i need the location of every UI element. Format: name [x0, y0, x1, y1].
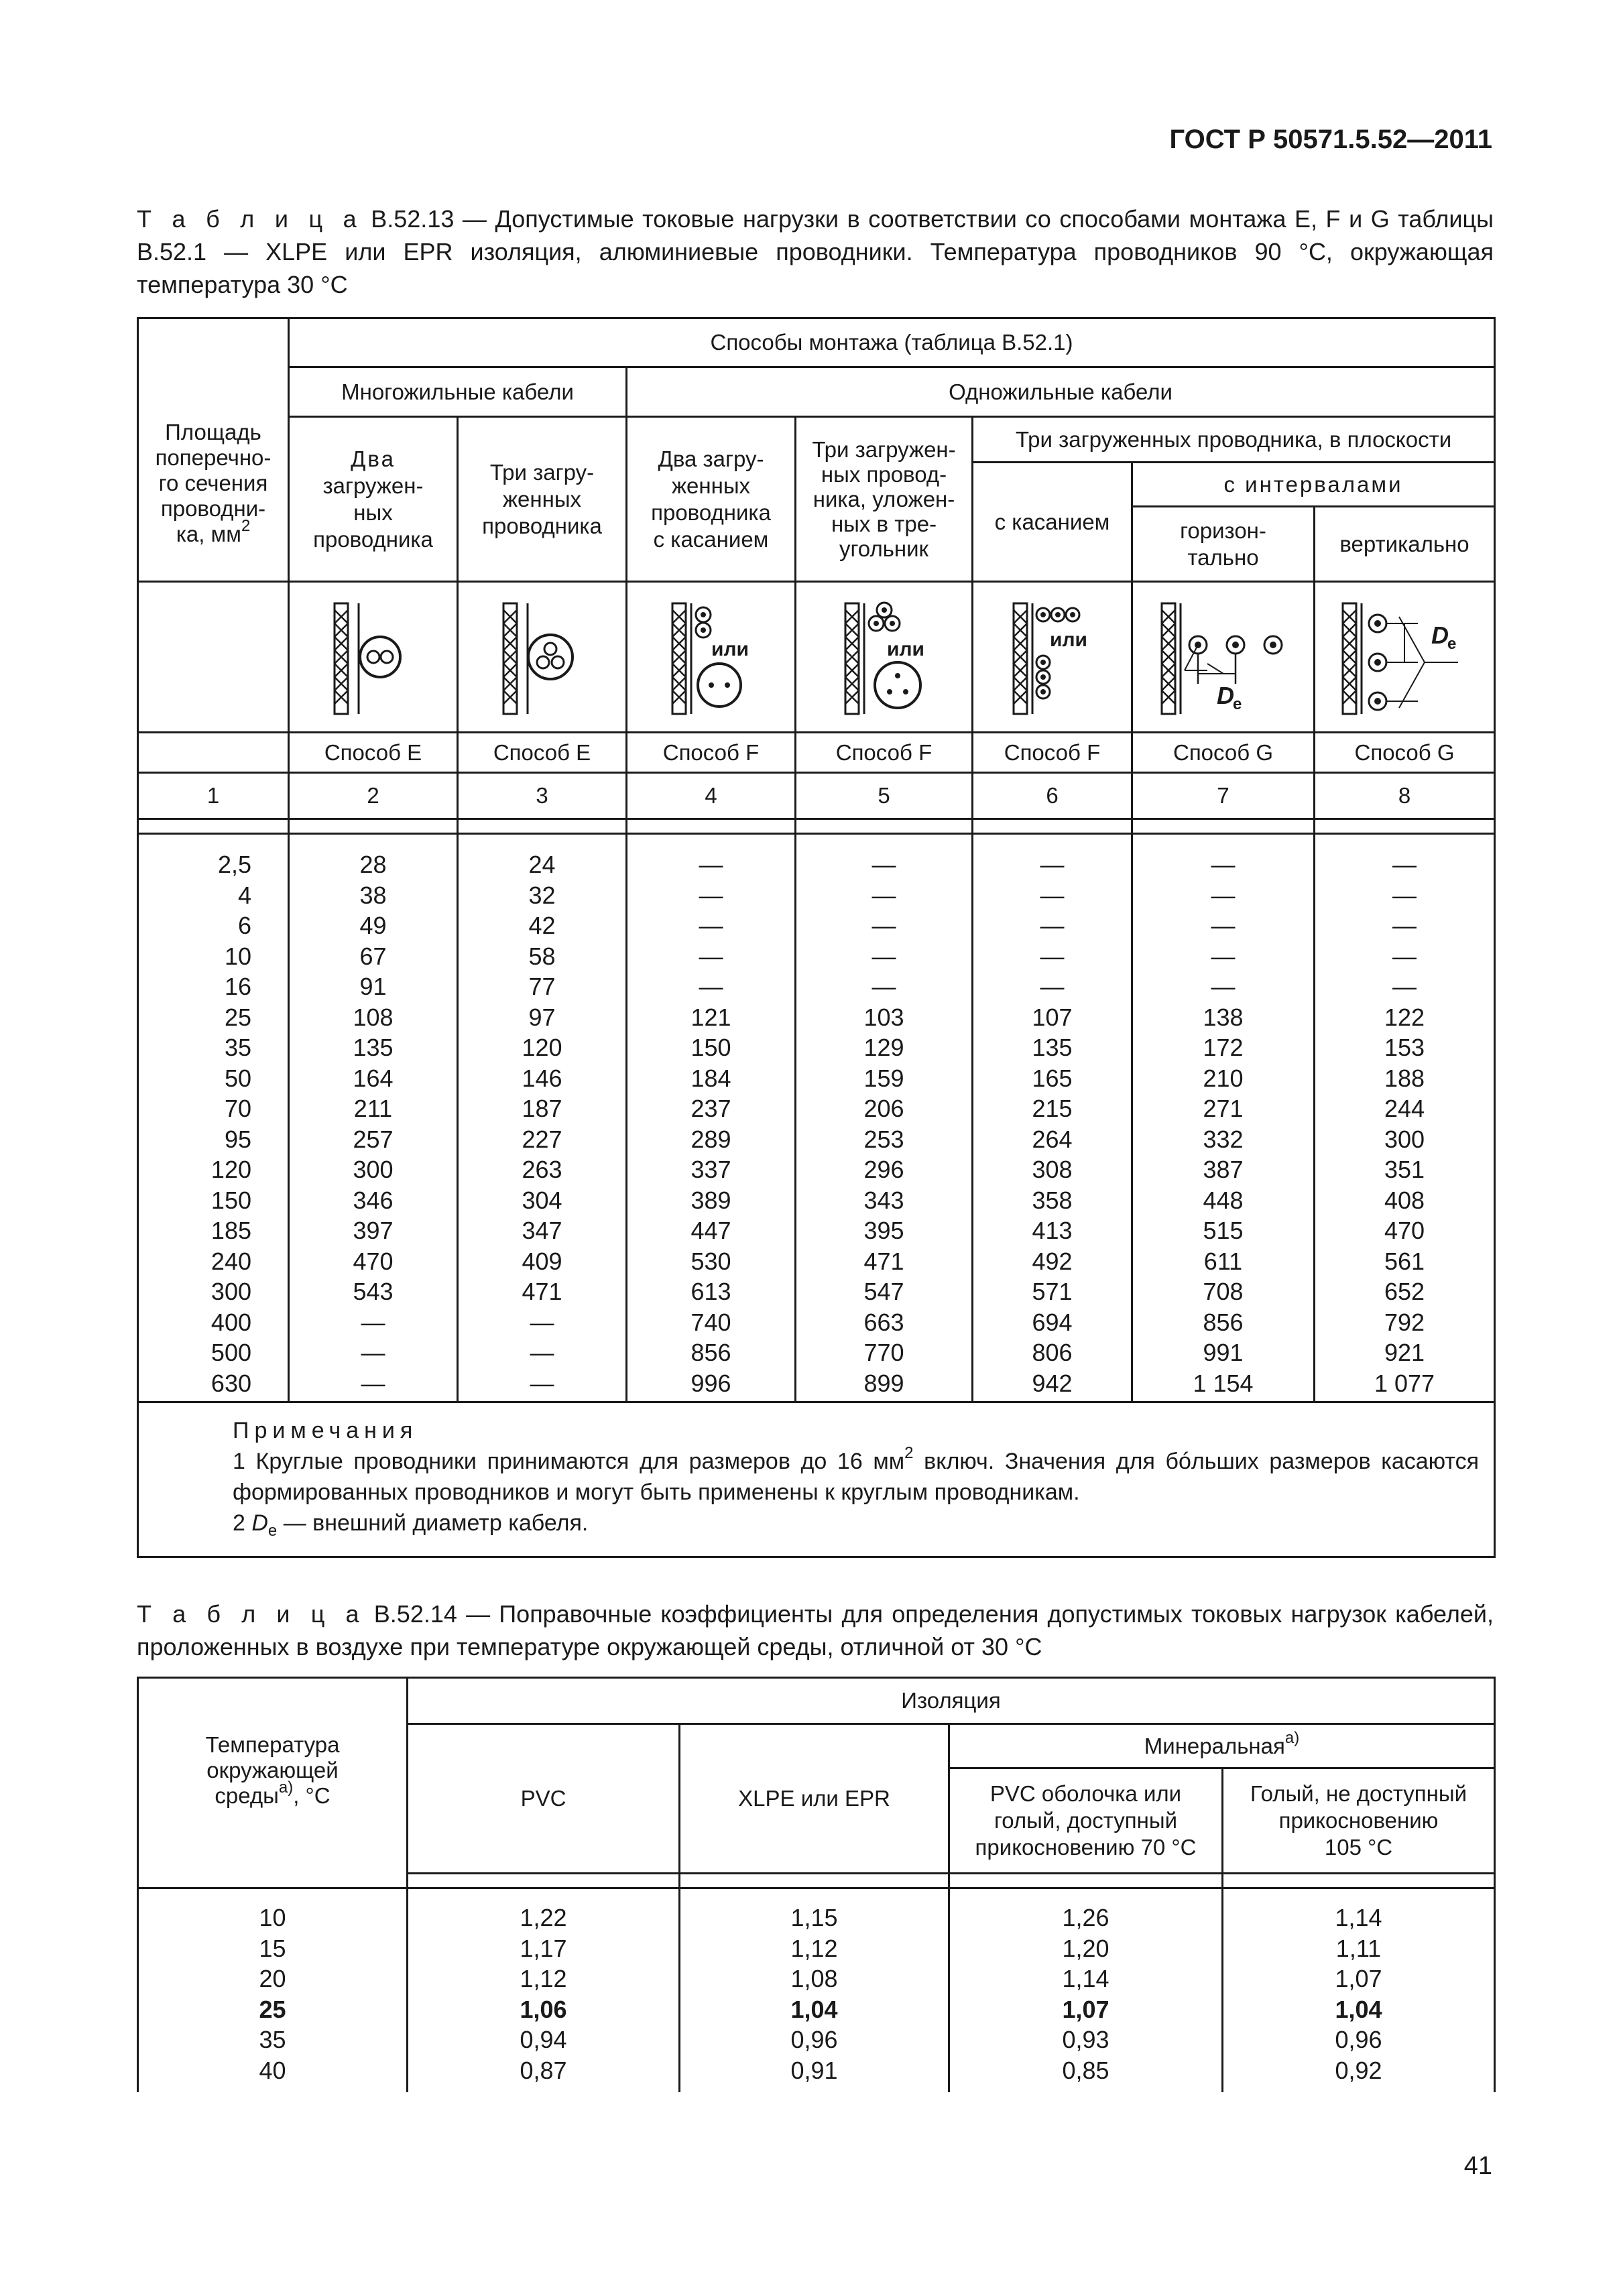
ampacity-value: 347 — [522, 1217, 562, 1244]
ampacity-value: 38 — [359, 881, 387, 909]
ampacity-value: — — [1392, 851, 1417, 878]
factor-value: 0,92 — [1335, 2056, 1382, 2084]
ampacity-value: 129 — [863, 1034, 904, 1061]
ampacity-value: 253 — [863, 1125, 904, 1153]
note-2: 2 $D_e$ — внешний диаметр кабеля. — [233, 1510, 589, 1540]
temperature-value: 40 — [259, 2056, 286, 2084]
factor-value: 0,94 — [520, 2026, 567, 2053]
factor-value: 0,96 — [1335, 2026, 1382, 2053]
ampacity-value: 91 — [359, 973, 387, 1000]
area-value: 300 — [211, 1278, 251, 1305]
pvc-sheath-header: PVC оболочка или голый, доступный прикосновению 70 °С — [949, 1768, 1223, 1874]
svg-text:e: e — [1232, 695, 1242, 713]
t2-data-body — [138, 1888, 1495, 2093]
data-column — [458, 834, 627, 1402]
ampacity-value: 135 — [353, 1034, 394, 1061]
ampacity-value: 206 — [863, 1095, 904, 1122]
ampacity-value: — — [361, 1308, 385, 1336]
ampacity-value: 107 — [1032, 1003, 1073, 1031]
correction-factor-table — [137, 1677, 1496, 2092]
col-number: 2 — [289, 773, 458, 819]
diagram-flat-touching-f — [973, 582, 1132, 733]
ampacity-value: 184 — [690, 1064, 731, 1092]
ampacity-value: 77 — [528, 973, 556, 1000]
vertical-header: вертикально — [1315, 507, 1495, 582]
method-c5: Способ F — [796, 733, 973, 773]
col-number: 6 — [973, 773, 1132, 819]
method-c7: Способ G — [1132, 733, 1315, 773]
ampacity-value: 122 — [1384, 1003, 1425, 1031]
notes-title: Примечания — [233, 1418, 418, 1443]
col3-header: Три загру- женных проводника — [458, 417, 627, 582]
area-value: 400 — [211, 1308, 251, 1336]
ampacity-value: 211 — [353, 1095, 393, 1122]
ampacity-value: — — [1040, 851, 1065, 878]
standard-header: ГОСТ Р 50571.5.52—2011 — [1169, 125, 1492, 154]
ampacity-value: 227 — [522, 1125, 562, 1153]
ampacity-value: 770 — [863, 1339, 904, 1366]
ampacity-value: 530 — [690, 1247, 731, 1275]
factor-value: 1,26 — [1062, 1904, 1109, 1931]
factor-value: 1,17 — [520, 1934, 567, 1962]
ampacity-value: 237 — [690, 1095, 731, 1122]
method-c3: Способ E — [458, 733, 627, 773]
diagram-three-core-e — [458, 582, 627, 733]
ampacity-value: 351 — [1384, 1156, 1425, 1183]
ampacity-value: 447 — [690, 1217, 731, 1244]
ampacity-value: 611 — [1203, 1247, 1243, 1275]
ampacity-value: 121 — [690, 1003, 731, 1031]
ampacity-value: — — [871, 851, 896, 878]
ampacity-value: 244 — [1384, 1095, 1425, 1122]
factor-value: 1,11 — [1335, 1934, 1382, 1962]
area-value: 500 — [211, 1339, 251, 1366]
ampacity-value: 921 — [1384, 1339, 1425, 1366]
method-c6: Способ F — [973, 733, 1132, 773]
ampacity-value: 42 — [528, 912, 556, 939]
temperature-value: 15 — [259, 1934, 286, 1962]
svg-text:D: D — [1216, 682, 1234, 709]
touching-header: с касанием — [973, 463, 1132, 582]
pvc-header: PVC — [408, 1724, 680, 1874]
area-header: Площадь поперечно- го сечения проводни- ка, $мм^2$ — [138, 318, 289, 582]
ampacity-value: 996 — [690, 1369, 731, 1397]
ampacity-value: 58 — [528, 942, 556, 970]
ampacity-value: 289 — [690, 1125, 731, 1153]
ampacity-value: 413 — [1032, 1217, 1073, 1244]
data-column — [627, 834, 796, 1402]
svg-text:e: e — [1447, 635, 1457, 653]
ampacity-value: 28 — [359, 851, 387, 878]
ampacity-value: — — [1040, 973, 1065, 1000]
ampacity-value: 387 — [1203, 1156, 1244, 1183]
area-value: 630 — [211, 1369, 251, 1397]
ampacity-value: 792 — [1384, 1308, 1425, 1336]
factor-value: 1,06 — [520, 1995, 567, 2023]
method-empty — [138, 733, 289, 773]
factor-value: 0,91 — [790, 2056, 838, 2084]
col-number: 5 — [796, 773, 973, 819]
page-number: 41 — [1463, 2152, 1492, 2180]
ampacity-value: — — [871, 881, 896, 909]
table1-caption-label: Т а б л и ц а — [137, 205, 363, 233]
area-value: 6 — [237, 912, 251, 939]
ampacity-value: 806 — [1032, 1339, 1073, 1366]
ampacity-value: 1 154 — [1193, 1369, 1254, 1397]
method-c2: Способ E — [289, 733, 458, 773]
ampacity-value: 300 — [1384, 1125, 1425, 1153]
ampacity-value: 409 — [522, 1247, 562, 1275]
area-value: 240 — [211, 1247, 251, 1275]
diagram-two-core-e — [289, 582, 458, 733]
ampacity-value: 663 — [863, 1308, 904, 1336]
factor-value: 1,12 — [790, 1934, 838, 1962]
ampacity-value: 257 — [353, 1125, 394, 1153]
ampacity-value: 856 — [1203, 1308, 1244, 1336]
ampacity-value: 187 — [522, 1095, 562, 1122]
col4-header: Два загру- женных проводника с касанием — [627, 417, 796, 582]
ampacity-value: 942 — [1032, 1369, 1073, 1397]
diagram-two-single-f — [627, 582, 796, 733]
data-column — [1315, 834, 1495, 1402]
ampacity-value: — — [361, 1369, 385, 1397]
ampacity-value: — — [1392, 881, 1417, 909]
factor-value: 1,20 — [1062, 1934, 1109, 1962]
ampacity-value: — — [1211, 973, 1236, 1000]
factor-value: 1,22 — [520, 1904, 567, 1931]
ampacity-value: 296 — [863, 1156, 904, 1183]
table1-caption — [137, 202, 1494, 301]
factor-value: 1,04 — [1335, 1995, 1382, 2023]
ampacity-value: 138 — [1203, 1003, 1244, 1031]
temperature-header: Температура окружающей среды$^{а)}$, °С — [138, 1678, 408, 1874]
data-column — [289, 834, 458, 1402]
ampacity-value: — — [699, 881, 723, 909]
ampacity-value: 395 — [863, 1217, 904, 1244]
area-value: 150 — [211, 1186, 251, 1214]
table2-caption-text: В.52.14 — Поправочные коэффициенты для определения допустимых токовых нагрузок кабелей, проложенных в воздухе при температуре окружающей среды, отличной от 30 °С — [137, 1600, 1494, 1660]
ampacity-value: 470 — [1384, 1217, 1425, 1244]
ampacity-value: 159 — [863, 1064, 904, 1092]
factor-value: 0,96 — [790, 2026, 838, 2053]
svg-text:или: или — [711, 638, 749, 660]
ampacity-value: 120 — [522, 1034, 562, 1061]
ampacity-value: 470 — [353, 1247, 394, 1275]
ampacity-value: — — [1040, 942, 1065, 970]
ampacity-value: 271 — [1203, 1095, 1244, 1122]
table2-caption-label: Т а б л и ц а — [137, 1600, 365, 1628]
ampacity-value: 991 — [1203, 1339, 1244, 1366]
ampacity-value: — — [361, 1339, 385, 1366]
area-value: 120 — [211, 1156, 251, 1183]
factor-value: 1,15 — [790, 1904, 838, 1931]
ampacity-value: 32 — [528, 881, 556, 909]
method-c8: Способ G — [1315, 733, 1495, 773]
horizontal-header: горизон- тально — [1132, 507, 1315, 582]
ampacity-value: 613 — [690, 1278, 731, 1305]
ampacity-value: 188 — [1384, 1064, 1425, 1092]
ampacity-value: 448 — [1203, 1186, 1244, 1214]
ampacity-table — [137, 317, 1496, 1558]
flat-header: Три загруженных проводника, в плоскости — [973, 417, 1495, 463]
ampacity-value: 150 — [690, 1034, 731, 1061]
factor-value: 1,14 — [1335, 1904, 1382, 1931]
ampacity-value: — — [871, 973, 896, 1000]
ampacity-value: — — [1211, 881, 1236, 909]
insulation-header: Изоляция — [408, 1678, 1495, 1724]
ampacity-value: — — [699, 912, 723, 939]
ampacity-value: 165 — [1032, 1064, 1073, 1092]
ampacity-value: 708 — [1203, 1278, 1244, 1305]
ampacity-value: 492 — [1032, 1247, 1073, 1275]
ampacity-value: 135 — [1032, 1034, 1073, 1061]
ampacity-value: 103 — [863, 1003, 904, 1031]
temperature-value: 25 — [259, 1995, 286, 2023]
bare-header: Голый, не доступный прикосновению 105 °С — [1223, 1768, 1495, 1874]
ampacity-value: — — [530, 1339, 554, 1366]
ampacity-value: 1 077 — [1374, 1369, 1435, 1397]
factor-value: 1,14 — [1062, 1965, 1109, 1992]
ampacity-value: 740 — [690, 1308, 731, 1336]
ampacity-value: 899 — [863, 1369, 904, 1397]
col-number: 1 — [138, 773, 289, 819]
empty-diagram-cell — [138, 582, 289, 733]
t2-temp-column — [138, 1888, 408, 2093]
spaced-header: с интервалами — [1132, 463, 1495, 507]
table2-caption — [137, 1597, 1494, 1663]
ampacity-value: — — [1392, 942, 1417, 970]
data-column — [796, 834, 973, 1402]
ampacity-value: — — [699, 851, 723, 878]
multicore-header: Многожильные кабели — [289, 367, 627, 417]
note-1: 1 Круглые проводники принимаются для размеров до 16 $мм^2$ включ. Значения для бóльших размеров касаются формированных проводников и могут быть применены к круглым проводникам. — [233, 1443, 1480, 1505]
ampacity-value: — — [1211, 942, 1236, 970]
temperature-value: 20 — [259, 1965, 286, 1992]
area-value: 25 — [224, 1003, 251, 1031]
ampacity-value: 67 — [359, 942, 387, 970]
t2-data-column — [1223, 1888, 1495, 2093]
ampacity-value: 408 — [1384, 1186, 1425, 1214]
ampacity-value: 332 — [1203, 1125, 1244, 1153]
svg-text:или: или — [1049, 629, 1087, 651]
ampacity-value: 358 — [1032, 1186, 1073, 1214]
ampacity-value: — — [530, 1308, 554, 1336]
area-value: 185 — [211, 1217, 251, 1244]
ampacity-value: — — [530, 1369, 554, 1397]
data-column — [973, 834, 1132, 1402]
temperature-value: 35 — [259, 2026, 286, 2053]
diagram-flat-spaced-horizontal-g — [1132, 582, 1315, 733]
ampacity-value: 49 — [359, 912, 387, 939]
ampacity-value: 264 — [1032, 1125, 1073, 1153]
area-value: 16 — [224, 973, 251, 1000]
ampacity-value: 471 — [863, 1247, 904, 1275]
ampacity-value: — — [1211, 851, 1236, 878]
column-number-row — [138, 773, 1495, 819]
ampacity-value: — — [1392, 912, 1417, 939]
col-number: 7 — [1132, 773, 1315, 819]
temperature-value: 10 — [259, 1904, 286, 1931]
ampacity-value: — — [699, 942, 723, 970]
svg-text:или: или — [886, 638, 924, 660]
col2-header: Два загружен- ных проводника — [289, 417, 458, 582]
table1-notes — [138, 1402, 1495, 1557]
ampacity-value: 515 — [1203, 1217, 1244, 1244]
ampacity-value: — — [699, 973, 723, 1000]
ampacity-value: 471 — [522, 1278, 562, 1305]
ampacity-value: 153 — [1384, 1034, 1425, 1061]
area-value: 10 — [224, 942, 251, 970]
xlpe-header: XLPE или EPR — [680, 1724, 949, 1874]
ampacity-value: 856 — [690, 1339, 731, 1366]
factor-value: 1,08 — [790, 1965, 838, 1992]
area-value: 35 — [224, 1034, 251, 1061]
ampacity-value: 304 — [522, 1186, 562, 1214]
ampacity-value: 108 — [353, 1003, 394, 1031]
factor-value: 1,07 — [1335, 1965, 1382, 1992]
ampacity-value: — — [1040, 881, 1065, 909]
diagram-flat-spaced-vertical-g — [1315, 582, 1495, 733]
ampacity-value: 24 — [528, 851, 556, 878]
ampacity-value: 694 — [1032, 1308, 1073, 1336]
ampacity-value: 215 — [1032, 1095, 1073, 1122]
t2-data-column — [949, 1888, 1223, 2093]
singlecore-header: Одножильные кабели — [627, 367, 1495, 417]
data-column — [1132, 834, 1315, 1402]
table1-caption-text: В.52.13 — Допустимые токовые нагрузки в соответствии со способами монтажа E, F и G таблицы В.52.1 — XLPE или EPR изоляция, алюминиевые проводники. Температура проводников 90 °С, окружающая температура 30 °С — [137, 205, 1494, 298]
ampacity-value: 343 — [863, 1186, 904, 1214]
ampacity-value: 97 — [528, 1003, 556, 1031]
ampacity-value: 172 — [1203, 1034, 1244, 1061]
area-value: 50 — [224, 1064, 251, 1092]
col-number: 8 — [1315, 773, 1495, 819]
factor-value: 0,87 — [520, 2056, 567, 2084]
ampacity-value: 346 — [353, 1186, 394, 1214]
ampacity-value: — — [1392, 973, 1417, 1000]
ampacity-value: — — [871, 942, 896, 970]
ampacity-value: 210 — [1203, 1064, 1244, 1092]
ampacity-value: — — [1211, 912, 1236, 939]
ampacity-value: 571 — [1032, 1278, 1073, 1305]
factor-value: 1,04 — [790, 1995, 838, 2023]
methods-header: Способы монтажа (таблица В.52.1) — [289, 318, 1495, 367]
ampacity-value: 389 — [690, 1186, 731, 1214]
ampacity-value: 561 — [1384, 1247, 1425, 1275]
ampacity-value: — — [1040, 912, 1065, 939]
ampacity-value: 300 — [353, 1156, 394, 1183]
method-c4: Способ F — [627, 733, 796, 773]
area-column — [138, 834, 289, 1402]
t2-data-column — [680, 1888, 949, 2093]
t2-data-column — [408, 1888, 680, 2093]
ampacity-value: 146 — [522, 1064, 562, 1092]
svg-text:D: D — [1431, 621, 1449, 649]
ampacity-value: 397 — [353, 1217, 394, 1244]
ampacity-value: 164 — [353, 1064, 394, 1092]
data-body — [138, 834, 1495, 1402]
col-number: 3 — [458, 773, 627, 819]
factor-value: 0,85 — [1062, 2056, 1109, 2084]
col-number: 4 — [627, 773, 796, 819]
area-value: 4 — [237, 881, 251, 909]
factor-value: 0,93 — [1062, 2026, 1109, 2053]
ampacity-value: 263 — [522, 1156, 562, 1183]
ampacity-value: 547 — [863, 1278, 904, 1305]
diagram-three-single-trefoil-f — [796, 582, 973, 733]
factor-value: 1,07 — [1062, 1995, 1109, 2023]
ampacity-value: 337 — [690, 1156, 731, 1183]
ampacity-value: 543 — [353, 1278, 394, 1305]
area-value: 70 — [224, 1095, 251, 1122]
area-value: 2,5 — [217, 851, 251, 878]
col5-header: Три загружен- ных провод- ника, уложен- ных в тре- угольник — [796, 417, 973, 582]
ampacity-value: 308 — [1032, 1156, 1073, 1183]
ampacity-value: — — [871, 912, 896, 939]
area-value: 95 — [224, 1125, 251, 1153]
mineral-header: Минеральная$^{а)}$ — [949, 1724, 1495, 1768]
ampacity-value: 652 — [1384, 1278, 1425, 1305]
factor-value: 1,12 — [520, 1965, 567, 1992]
